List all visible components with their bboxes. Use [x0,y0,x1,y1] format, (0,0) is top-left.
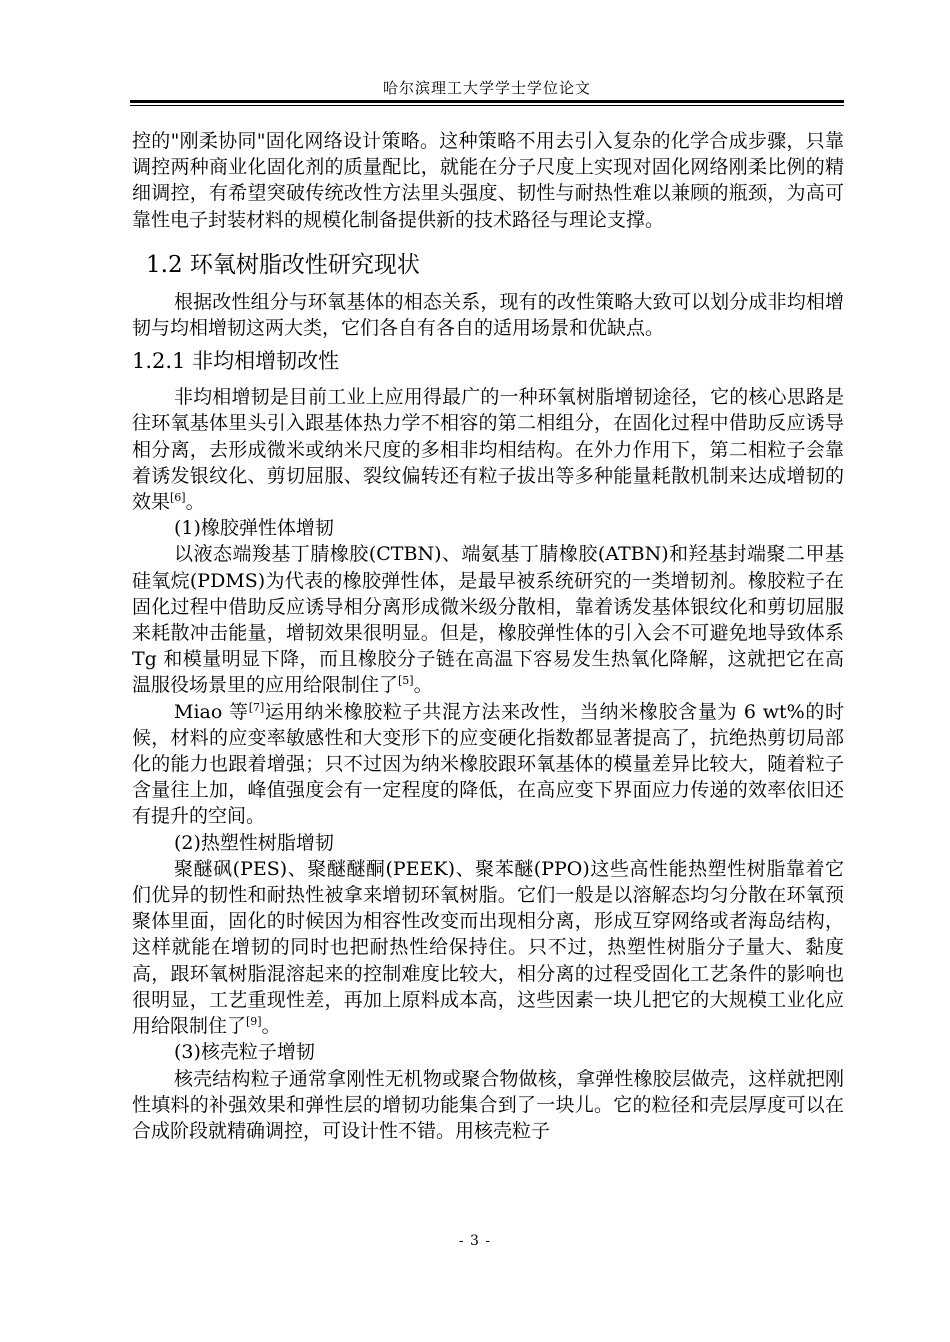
paragraph-end: 。 [261,1015,281,1038]
citation-9: [9] [246,1015,262,1029]
paragraph-continued: 控的"刚柔协同"固化网络设计策略。这种策略不用去引入复杂的化学合成步骤，只靠调控两种商业化固化剂的质量配比，就能在分子尺度上实现对固化网络刚柔比例的精细调控，有希望突破传统改性方法里头强度、韧性与耐热性难以兼顾的瓶颈，为高可靠性电子封装材料的规模化制备提供新的技术路径与理论支撑。 [132,130,844,231]
paragraph-intro: 根据改性组分与环氧基体的相态关系，现有的改性策略大致可以划分成非均相增韧与均相增韧这两大类，它们各自有各自的适用场景和优缺点。 [132,290,844,340]
running-header: 哈尔滨理工大学学士学位论文 [382,79,591,97]
paragraph-text: Miao 等 [174,700,249,723]
subsection-heading-1-2-1: 1.2.1 非均相增韧改性 [132,349,340,374]
paragraph-rubber [132,541,844,698]
paragraph-end: 。 [185,491,205,514]
page-body [132,128,844,1144]
paragraph-text: 运用纳米橡胶粒子共混方法来改性，当纳米橡胶含量为 6 wt%的时候，材料的应变率敏感性和大变形下的应变硬化指数都显著提高了，抗绝热剪切局部化的能力也跟着增强；只不过因为纳米橡胶跟环氧基体的模量差异比较大，随着粒子含量往上加，峰值强度会有一定程度的降低，在高应变下界面应力传递的效率依旧还有提升的空间。 [132,700,845,828]
subheading-thermoplastic: (2)热塑性树脂增韧 [174,831,334,854]
paragraph-text: 聚醚砜(PES)、聚醚醚酮(PEEK)、聚苯醚(PPO)这些高性能热塑性树脂靠着它们优异的韧性和耐热性被拿来增韧环氧树脂。它们一般是以溶解态均匀分散在环氧预聚体里面，固化的时候因为相容性改变而出现相分离，形成互穿网络或者海岛结构，这样就能在增韧的同时也把耐热性给保持住。只不过，热塑性树脂分子量大、黏度高，跟环氧树脂混溶起来的控制难度比较大，相分离的过程受固化工艺条件的影响也很明显，工艺重现性差，再加上原料成本高，这些因素一块儿把它的大规模工业化应用给限制住了 [132,857,844,1038]
subheading-rubber: (1)橡胶弹性体增韧 [174,517,334,540]
citation-5: [5] [398,674,414,688]
citation-6: [6] [170,491,186,505]
section-heading-1-2: 1.2 环氧树脂改性研究现状 [146,251,420,278]
page-number: - 3 - [458,1233,492,1249]
paragraph-text: 非均相增韧是目前工业上应用得最广的一种环氧树脂增韧途径，它的核心思路是往环氧基体里头引入跟基体热力学不相容的第二相组分，在固化过程中借助反应诱导相分离，去形成微米或纳米尺度的多相非均相结构。在外力作用下，第二相粒子会靠着诱发银纹化、剪切屈服、裂纹偏转还有粒子拔出等多种能量耗散机制来达成增韧的效果 [132,386,844,514]
subheading-core-shell: (3)核壳粒子增韧 [174,1041,315,1064]
paragraph-core-shell: 核壳结构粒子通常拿刚性无机物或聚合物做核，拿弹性橡胶层做壳，这样就把刚性填料的补强效果和弹性层的增韧功能集合到了一块儿。它的粒径和壳层厚度可以在合成阶段就精确调控，可设计性不错。用核壳粒子 [132,1067,844,1142]
header-rule-thick [130,100,844,103]
paragraph-text: 以液态端羧基丁腈橡胶(CTBN)、端氨基丁腈橡胶(ATBN)和羟基封端聚二甲基硅氧烷(PDMS)为代表的橡胶弹性体，是最早被系统研究的一类增韧剂。橡胶粒子在固化过程中借助反应诱导相分离形成微米级分散相，靠着诱发基体银纹化和剪切屈服来耗散冲击能量，增韧效果很明显。但是，橡胶弹性体的引入会不可避免地导致体系 Tg 和模量明显下降，而且橡胶分子链在高温下容易发生热氧化降解，这就把它在高温服役场景里的应用给限制住了 [132,543,844,697]
paragraph-thermoplastic [132,856,844,1039]
paragraph-heterogeneous [132,384,844,515]
paragraph-end: 。 [413,674,433,697]
header-rule-thin [130,105,844,106]
paragraph-miao [132,699,844,830]
citation-7: [7] [248,700,265,714]
